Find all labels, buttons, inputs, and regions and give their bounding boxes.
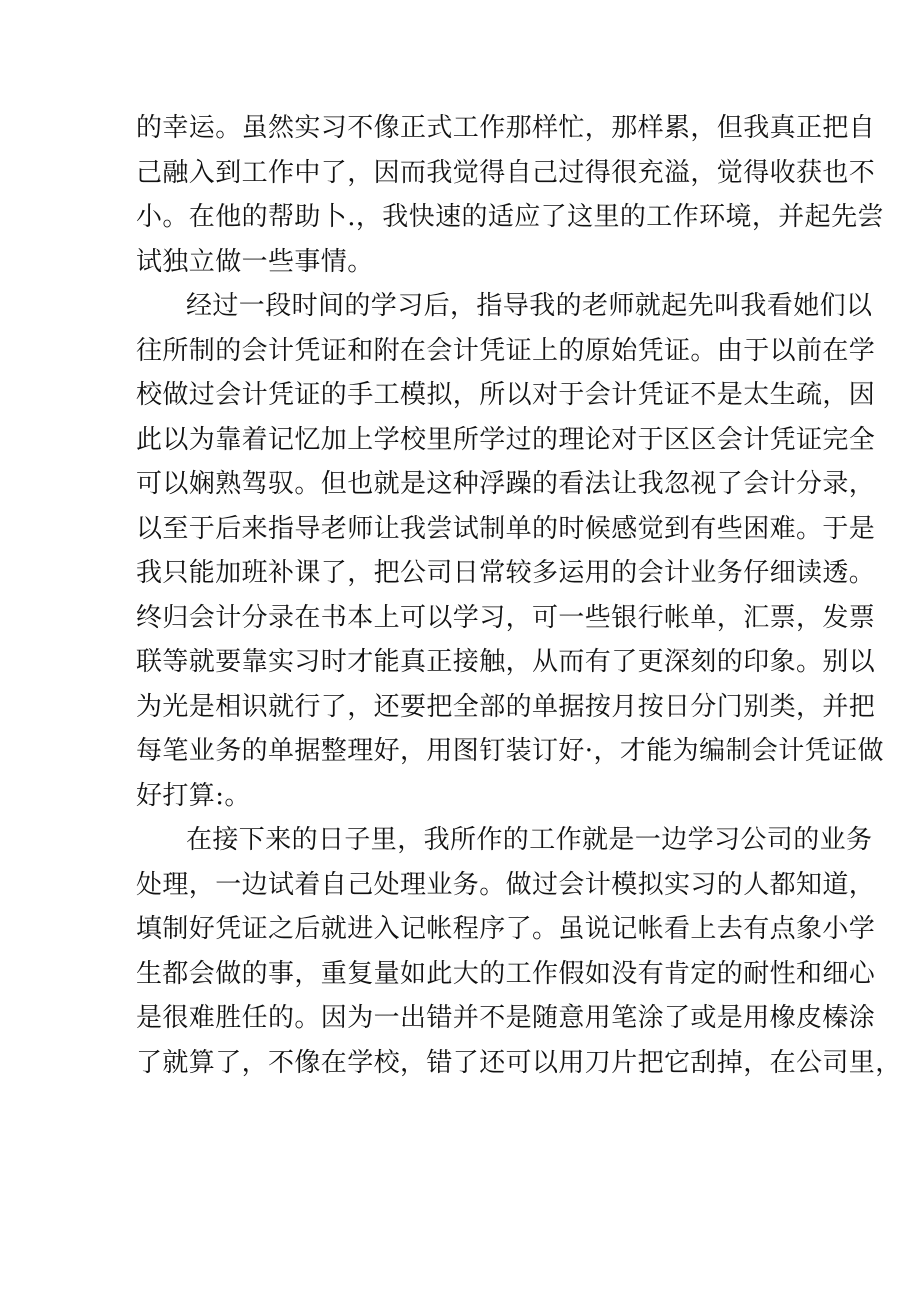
text-line: 经过一段时间的学习后，指导我的老师就起先叫我看她们以 xyxy=(186,291,873,321)
text-line: 处理，一边试着自己处理业务。做过会计模拟实习的人都知道， xyxy=(136,869,876,900)
text-line: 可以娴熟驾驭。但也就是这种浮躁的看法让我忽视了会计分录， xyxy=(136,469,876,499)
text-line: 每笔业务的单据整理好，用图钉装订好·，才能为编制会计凭证做 xyxy=(136,736,884,766)
text-line: 在接下来的日子里，我所作的工作就是一边学习公司的业务 xyxy=(186,825,873,855)
text-line: 是很难胜任的。因为一出错并不是随意用笔涂了或是用橡皮榛涂 xyxy=(136,1003,876,1033)
text-line: 联等就要靠实习时才能真正接触，从而有了更深刻的印象。别以 xyxy=(136,647,876,677)
body-text xyxy=(136,106,902,1085)
text-line: 小。在他的帮助卜.，我快速的适应了这里的工作环境，并起先尝 xyxy=(136,202,884,232)
text-line: 往所制的会计凭证和附在会计凭证上的原始凭证。由于以前在学 xyxy=(136,335,876,366)
text-line: 以至于后来指导老师让我尝试制单的时候感觉到有些困难。于是 xyxy=(136,513,876,544)
text-line: 己融入到工作中了，因而我觉得自己过得很充溢，觉得收获也不 xyxy=(136,157,876,188)
text-line: 了就算了，不像在学校，错了还可以用刀片把它刮掉，在公司里， xyxy=(136,1047,902,1078)
text-line: 终归会计分录在书本上可以学习，可一些银行帐单，汇票，发票 xyxy=(136,602,876,633)
text-line: 此以为靠着记忆加上学校里所学过的理论对于区区会计凭证完全 xyxy=(136,424,876,455)
text-line: 的幸运。虽然实习不像正式工作那样忙，那样累，但我真正把自 xyxy=(136,113,876,143)
text-line: 生都会做的事，重复量如此大的工作假如没有肯定的耐性和细心 xyxy=(136,958,876,989)
text-line: 好打算:。 xyxy=(136,780,251,811)
text-line: 填制好凭证之后就进入记帐程序了。虽说记帐看上去有点象小学 xyxy=(136,914,876,944)
text-line: 我只能加班补课了，把公司日常较多运用的会计业务仔细读透。 xyxy=(136,558,876,588)
text-line: 为光是相识就行了，还要把全部的单据按月按日分门别类，并把 xyxy=(136,691,876,722)
text-line: 校做过会计凭证的手工模拟，所以对于会计凭证不是太生疏，因 xyxy=(136,380,876,410)
text-line: 试独立做一些事情。 xyxy=(136,246,374,277)
